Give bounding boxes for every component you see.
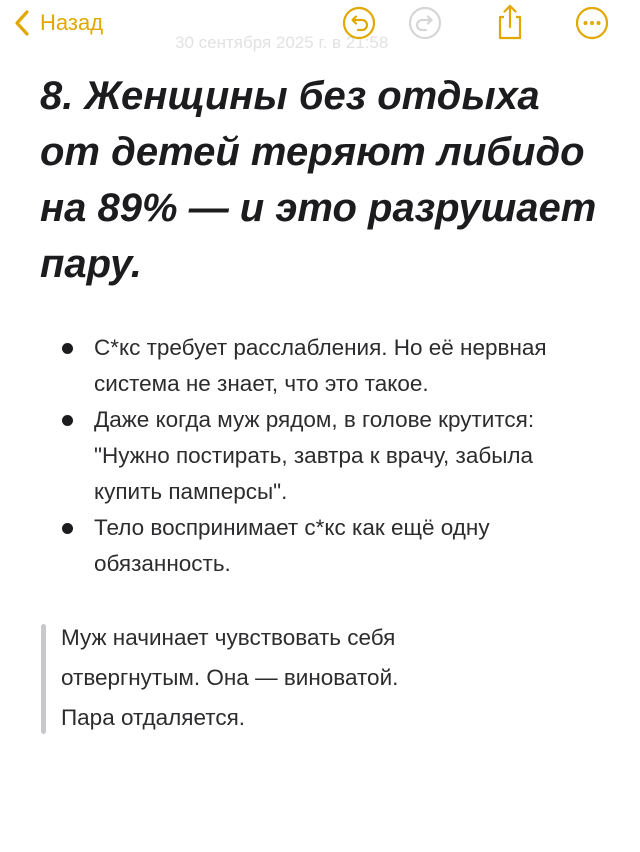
chevron-left-icon <box>14 9 30 37</box>
share-icon[interactable] <box>493 2 527 42</box>
bullet-icon <box>62 415 73 426</box>
quote-bar <box>41 624 46 734</box>
bullet-list <box>60 330 600 582</box>
quote-line: отвергнутым. Она — виноватой. <box>61 665 399 690</box>
list-item-text: Тело воспринимает с*кс как ещё одну обязанность. <box>94 515 490 576</box>
note-title: 8. Женщины без отдыха от детей теряют либидо на 89% — и это разрушает пару. <box>40 74 597 286</box>
bullet-icon <box>62 523 73 534</box>
block-quote <box>41 620 601 736</box>
redo-icon[interactable] <box>408 6 442 40</box>
list-item <box>60 330 600 402</box>
bullet-icon <box>62 343 73 354</box>
quote-line: Муж начинает чувствовать себя <box>61 625 396 650</box>
back-button[interactable] <box>14 6 103 40</box>
note-date: 30 сентября 2025 г. в 21:58 <box>175 33 389 52</box>
undo-icon[interactable] <box>342 6 376 40</box>
list-item <box>60 510 600 582</box>
list-item-text: С*кс требует расслабления. Но её нервная система не знает, что это такое. <box>94 335 547 396</box>
quote-line: Пара отдаляется. <box>61 705 245 730</box>
back-label: Назад <box>40 10 104 35</box>
toolbar <box>0 0 640 52</box>
list-item-text: Даже когда муж рядом, в голове крутится: "Нужно постирать, завтра к врачу, забыла купить памперсы". <box>94 407 535 504</box>
list-item <box>60 402 600 510</box>
more-icon[interactable] <box>575 6 609 40</box>
